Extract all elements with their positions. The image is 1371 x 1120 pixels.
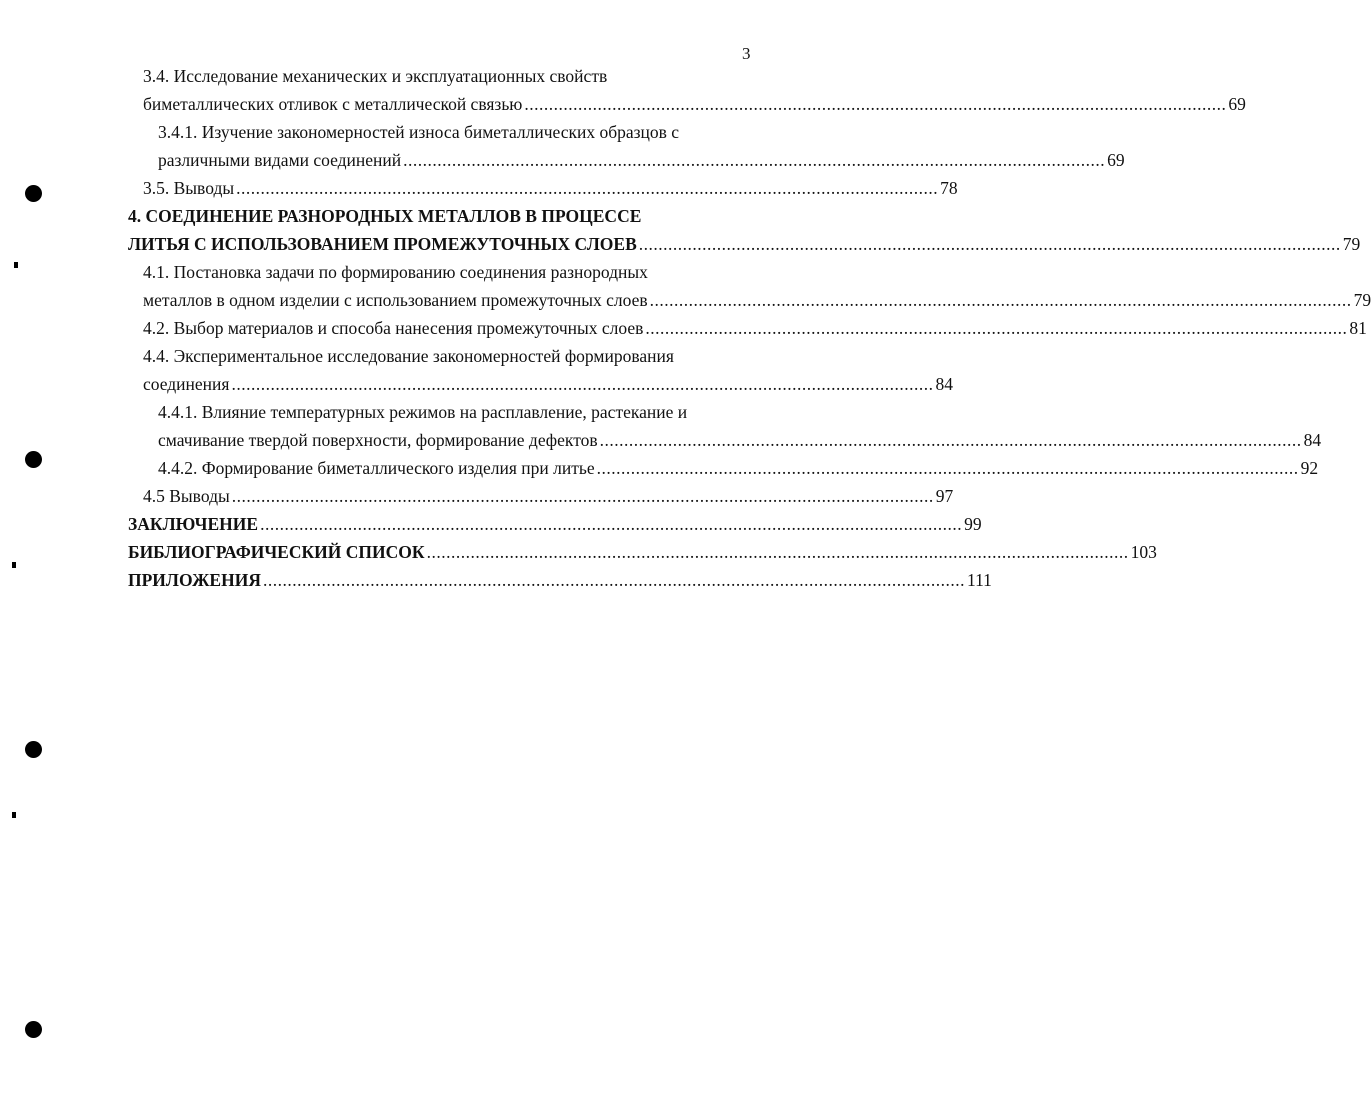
toc-entry-line: 3.4. Исследование механических и эксплуатационных свойств — [143, 66, 608, 86]
toc-entry-line: биметаллических отливок с металлической связью — [143, 94, 523, 114]
toc-entry-line: 4.1. Постановка задачи по формированию соединения разнородных — [143, 262, 648, 282]
toc-page-number: 79 — [1342, 234, 1361, 254]
toc-entry-4-4 — [143, 342, 953, 398]
dot-leader: ................................................................................................................................................ — [426, 542, 1129, 562]
toc-page-number: 97 — [935, 486, 954, 506]
toc-entry-line: соединения — [143, 374, 230, 394]
punch-hole — [25, 741, 42, 758]
toc-entry-3-4-1 — [158, 118, 1125, 174]
punch-hole — [25, 185, 42, 202]
scan-speck — [12, 562, 16, 568]
toc-entry-3-4 — [143, 62, 1246, 118]
toc-page-number: 84 — [1303, 430, 1322, 450]
toc-page-number: 99 — [964, 514, 982, 534]
toc-entry-3-5 — [143, 174, 958, 202]
toc-entry-chapter-4 — [128, 202, 1361, 258]
dot-leader: ................................................................................................................................................ — [403, 150, 1106, 170]
toc-page-number: 92 — [1300, 458, 1319, 478]
toc-entry-conclusion — [128, 510, 982, 538]
dot-leader: ................................................................................................................................................ — [231, 374, 934, 394]
toc-page-number: 69 — [1107, 150, 1125, 170]
toc-entry-line: ПРИЛОЖЕНИЯ — [128, 570, 261, 590]
toc-entry-line: 4.5 Выводы — [143, 486, 230, 506]
dot-leader: ................................................................................................................................................ — [524, 94, 1227, 114]
dot-leader: ................................................................................................................................................ — [262, 570, 965, 590]
toc-entry-line: БИБЛИОГРАФИЧЕСКИЙ СПИСОК — [128, 542, 425, 562]
toc-entry-bibliography — [128, 538, 1157, 566]
dot-leader: ................................................................................................................................................ — [236, 178, 939, 198]
toc-entry-line: 3.5. Выводы — [143, 178, 235, 198]
toc-entry-4-1 — [143, 258, 1371, 314]
toc-entry-line: смачивание твердой поверхности, формирование дефектов — [158, 430, 598, 450]
dot-leader: ................................................................................................................................................ — [638, 234, 1341, 254]
page-number: 3 — [742, 44, 751, 63]
toc-entry-4-4-2 — [158, 454, 1319, 482]
toc-page-number: 69 — [1228, 94, 1246, 114]
toc-entry-appendices — [128, 566, 992, 594]
dot-leader: ................................................................................................................................................ — [599, 430, 1302, 450]
dot-leader: ................................................................................................................................................ — [231, 486, 934, 506]
toc-entry-line: 4.4. Экспериментальное исследование закономерностей формирования — [143, 346, 674, 366]
toc-entry-line: 3.4.1. Изучение закономерностей износа биметаллических образцов с — [158, 122, 680, 142]
toc-entry-line: различными видами соединений — [158, 150, 402, 170]
dot-leader: ................................................................................................................................................ — [649, 290, 1352, 310]
dot-leader: ................................................................................................................................................ — [260, 514, 963, 534]
punch-hole — [25, 451, 42, 468]
toc-entry-line: ЛИТЬЯ С ИСПОЛЬЗОВАНИЕМ ПРОМЕЖУТОЧНЫХ СЛОЕВ — [128, 234, 637, 254]
toc-entry-line: металлов в одном изделии с использованием промежуточных слоев — [143, 290, 648, 310]
toc-page-number: 111 — [966, 570, 992, 590]
toc-page-number: 84 — [935, 374, 953, 394]
toc-page-number: 78 — [940, 178, 958, 198]
toc-entry-4-4-1 — [158, 398, 1322, 454]
toc-entry-4-5 — [143, 482, 954, 510]
toc-entry-4-2 — [143, 314, 1367, 342]
toc-page-number: 79 — [1353, 290, 1371, 310]
toc-entry-line: 4.4.1. Влияние температурных режимов на расплавление, растекание и — [158, 402, 688, 422]
toc-page-number: 103 — [1130, 542, 1157, 562]
scan-speck — [12, 812, 16, 818]
dot-leader: ................................................................................................................................................ — [645, 318, 1348, 338]
dot-leader: ................................................................................................................................................ — [596, 458, 1299, 478]
toc-entry-line: 4.2. Выбор материалов и способа нанесения промежуточных слоев — [143, 318, 644, 338]
punch-hole — [25, 1021, 42, 1038]
scan-speck — [14, 262, 18, 268]
toc-entry-line: ЗАКЛЮЧЕНИЕ — [128, 514, 259, 534]
toc-entry-line: 4.4.2. Формирование биметаллического изделия при литье — [158, 458, 595, 478]
toc-entry-line: 4. СОЕДИНЕНИЕ РАЗНОРОДНЫХ МЕТАЛЛОВ В ПРОЦЕССЕ — [128, 206, 642, 226]
toc-page-number: 81 — [1349, 318, 1367, 338]
